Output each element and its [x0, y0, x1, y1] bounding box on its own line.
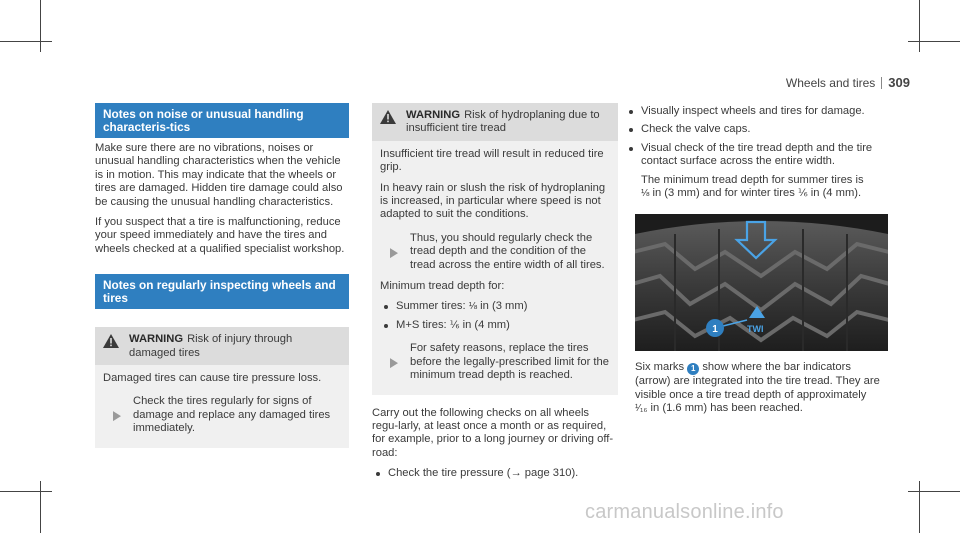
list-item: M+S tires: ⅙ in (4 mm)	[380, 319, 610, 332]
step-arrow-icon	[390, 344, 398, 382]
page-reference-link[interactable]: page 310).	[521, 467, 579, 480]
tread-depth-list	[380, 300, 610, 332]
tread-depth-note: The minimum tread depth for summer tires is ⅛ in (3 mm) and for winter tires ⅙ in (4 mm).	[641, 173, 864, 200]
warning-text: Risk of hydroplaning due to insufficient tire tread	[406, 109, 600, 135]
check-list	[625, 105, 887, 169]
column-left	[95, 103, 349, 448]
section-heading: Notes on regularly inspecting wheels and tires	[95, 274, 349, 309]
tire-tread-image	[635, 214, 888, 351]
section-title: Wheels and tires	[785, 76, 876, 90]
warning-title	[129, 333, 341, 360]
instruction-text: Check the tires regularly for signs of damage and replace any damaged tires immediately.	[133, 395, 331, 435]
list-item: Summer tires: ⅛ in (3 mm)	[380, 300, 610, 313]
instruction-step	[390, 342, 610, 382]
paragraph: Make sure there are no vibrations, noises or unusual handling characteristics when the vehicle is in motion. This may indicate that the wheels or tires are damaged. Hidden tire damage could also be causing the unusual handling characteristics.	[95, 142, 343, 208]
step-arrow-icon	[390, 234, 398, 272]
warning-text: Risk of injury through damaged tires	[129, 333, 293, 359]
page-ref-arrow-icon: →	[510, 467, 522, 480]
warning-title	[406, 109, 610, 136]
warning-box	[372, 103, 618, 395]
instruction-text: Thus, you should regularly check the tread depth and the condition of the tread across the entire width of all tires.	[410, 231, 605, 271]
warning-body-text: Insufficient tire tread will result in reduced tire grip.	[380, 147, 604, 174]
step-arrow-icon	[113, 397, 121, 435]
check-list	[372, 467, 618, 480]
warning-body	[95, 365, 349, 448]
warning-body-text: Damaged tires can cause tire pressure loss.	[103, 372, 322, 385]
tread-depth-label: Minimum tread depth for:	[380, 280, 505, 293]
paragraph: Carry out the following checks on all wheels regu-larly, at least once a month or as required, for example, prior to a long journey or driving off-road:	[372, 406, 614, 459]
page-number: 309	[888, 75, 910, 90]
warning-box	[95, 327, 349, 447]
warning-triangle-icon	[380, 110, 396, 124]
paragraph: If you suspect that a tire is malfunctioning, reduce your speed immediately and have the tires and wheels checked at a qualified specialist workshop.	[95, 216, 345, 255]
warning-label: WARNING	[129, 333, 184, 346]
warning-triangle-icon	[103, 334, 119, 348]
list-item: Check the valve caps.	[625, 123, 887, 136]
warning-header	[95, 327, 349, 365]
running-header	[786, 76, 910, 90]
column-middle	[372, 103, 618, 487]
image-caption: Six marks 1 show where the bar indicators (arrow) are integrated into the tire tread. They are visible once a tire tread depth of approximately ¹⁄₁₆ in (1.6 mm) has been reached.	[635, 361, 880, 415]
list-item: Visual check of the tire tread depth and the tire contact surface across the entire width.	[625, 142, 887, 169]
warning-body-text: In heavy rain or slush the risk of hydroplaning is increased, in particular where speed is not adapted to suit the conditions.	[380, 181, 606, 221]
marker-number: 1	[712, 324, 718, 336]
header-divider	[881, 77, 882, 89]
list-item: Check the tire pressure (→ page 310).	[372, 467, 618, 480]
instruction-step	[390, 232, 610, 272]
warning-body	[372, 141, 618, 395]
warning-header	[372, 103, 618, 141]
instruction-step	[113, 395, 341, 435]
twi-label: TWI	[747, 324, 764, 335]
watermark: carmanualsonline.info	[585, 501, 784, 523]
column-right	[625, 103, 887, 423]
section-heading: Notes on noise or unusual handling characteris-tics	[95, 103, 349, 138]
warning-label: WARNING	[406, 109, 461, 121]
marker-badge: 1	[687, 363, 699, 375]
instruction-text: For safety reasons, replace the tires before the legally-prescribed limit for the minimum tread depth is reached.	[410, 342, 609, 382]
list-item: Visually inspect wheels and tires for damage.	[625, 105, 887, 118]
